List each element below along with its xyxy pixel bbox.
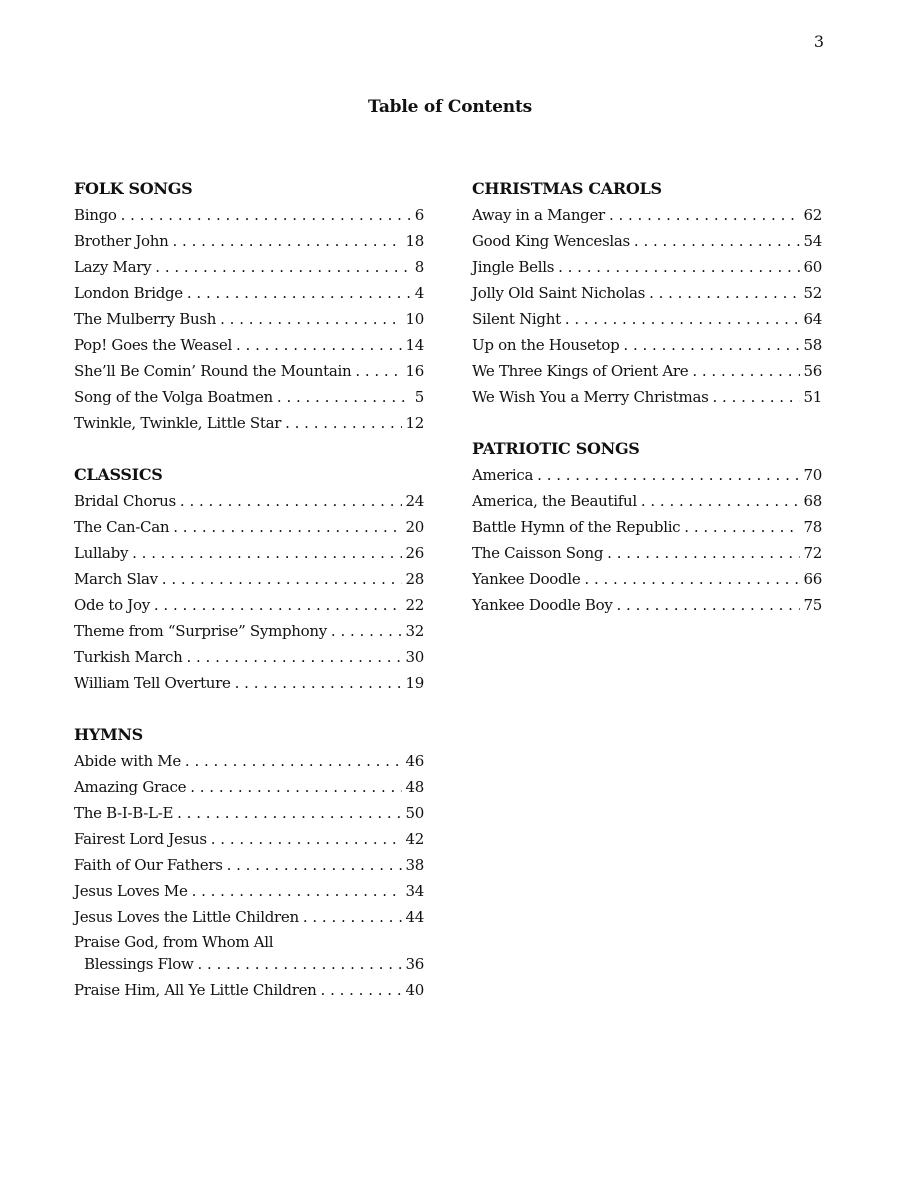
entry-page-number: 70 bbox=[803, 466, 822, 484]
section-heading: CHRISTMAS CAROLS bbox=[472, 179, 662, 198]
entry-title: Good King Wenceslas bbox=[472, 232, 630, 250]
entry-title-line2: Blessings Flow bbox=[84, 955, 194, 973]
entry-title: Praise Him, All Ye Little Children bbox=[74, 981, 317, 999]
entry-page-number: 75 bbox=[803, 596, 822, 614]
entry-title: Silent Night bbox=[472, 310, 561, 328]
dot-leader bbox=[713, 386, 800, 408]
dot-leader bbox=[132, 542, 401, 564]
entry-page-number: 36 bbox=[405, 955, 424, 973]
entry-title: Away in a Manger bbox=[472, 206, 605, 224]
dot-leader bbox=[190, 776, 401, 798]
toc-entry bbox=[472, 360, 822, 386]
dot-leader bbox=[277, 386, 411, 408]
entry-page-number: 66 bbox=[803, 570, 822, 588]
toc-entry bbox=[74, 906, 424, 932]
dot-leader bbox=[692, 360, 799, 382]
toc-entry bbox=[74, 256, 424, 282]
entry-title: Brother John bbox=[74, 232, 169, 250]
toc-entry bbox=[472, 282, 822, 308]
entry-page-number: 12 bbox=[405, 414, 424, 432]
dot-leader bbox=[173, 516, 401, 538]
entry-page-number: 72 bbox=[803, 544, 822, 562]
dot-leader bbox=[220, 308, 401, 330]
entry-page-number: 10 bbox=[405, 310, 424, 328]
entry-page-number: 64 bbox=[803, 310, 822, 328]
dot-leader bbox=[355, 360, 401, 382]
entry-page-number: 24 bbox=[405, 492, 424, 510]
dot-leader bbox=[285, 412, 401, 434]
dot-leader bbox=[192, 880, 402, 902]
entry-title: Jingle Bells bbox=[472, 258, 555, 276]
entry-title: The Mulberry Bush bbox=[74, 310, 217, 328]
entry-title: Yankee Doodle Boy bbox=[472, 596, 613, 614]
toc-entry bbox=[472, 464, 822, 490]
entry-title: Pop! Goes the Weasel bbox=[74, 336, 232, 354]
entry-title: We Three Kings of Orient Are bbox=[472, 362, 689, 380]
toc-entry bbox=[74, 854, 424, 880]
entry-page-number: 18 bbox=[405, 232, 424, 250]
dot-leader bbox=[154, 594, 402, 616]
entry-page-number: 8 bbox=[414, 258, 424, 276]
toc-entry bbox=[74, 568, 424, 594]
section-heading: PATRIOTIC SONGS bbox=[472, 439, 640, 458]
page-title: Table of Contents bbox=[368, 97, 532, 117]
entry-page-number: 78 bbox=[803, 518, 822, 536]
dot-leader bbox=[623, 334, 799, 356]
entry-page-number: 28 bbox=[405, 570, 424, 588]
entry-title: Jolly Old Saint Nicholas bbox=[472, 284, 646, 302]
entry-title: Bridal Chorus bbox=[74, 492, 176, 510]
entry-page-number: 46 bbox=[405, 752, 424, 770]
entry-title: Up on the Housetop bbox=[472, 336, 620, 354]
entry-page-number: 32 bbox=[405, 622, 424, 640]
toc-section-christmas-carols bbox=[472, 178, 822, 412]
entry-page-number: 14 bbox=[405, 336, 424, 354]
toc-entry bbox=[472, 334, 822, 360]
toc-entry bbox=[74, 490, 424, 516]
entry-page-number: 50 bbox=[405, 804, 424, 822]
toc-entry bbox=[74, 204, 424, 230]
entry-title: The Can-Can bbox=[74, 518, 170, 536]
entry-page-number: 42 bbox=[405, 830, 424, 848]
dot-leader bbox=[211, 828, 402, 850]
dot-leader bbox=[607, 542, 799, 564]
entry-title-continued bbox=[74, 953, 424, 979]
toc-entry bbox=[74, 932, 424, 979]
toc-entry bbox=[74, 672, 424, 698]
dot-leader bbox=[198, 953, 402, 975]
entry-title: Jesus Loves the Little Children bbox=[74, 908, 299, 926]
toc-entry bbox=[74, 750, 424, 776]
dot-leader bbox=[684, 516, 799, 538]
toc-entry bbox=[74, 308, 424, 334]
dot-leader bbox=[537, 464, 799, 486]
toc-entry bbox=[472, 568, 822, 594]
entry-title: Battle Hymn of the Republic bbox=[472, 518, 681, 536]
toc-entry bbox=[74, 386, 424, 412]
entry-title: Song of the Volga Boatmen bbox=[74, 388, 273, 406]
dot-leader bbox=[303, 906, 402, 928]
dot-leader bbox=[641, 490, 800, 512]
entry-title: America bbox=[472, 466, 534, 484]
entry-title: We Wish You a Merry Christmas bbox=[472, 388, 709, 406]
entry-title: Lazy Mary bbox=[74, 258, 152, 276]
toc-entry bbox=[472, 386, 822, 412]
entry-page-number: 26 bbox=[405, 544, 424, 562]
dot-leader bbox=[227, 854, 402, 876]
toc-entry bbox=[74, 230, 424, 256]
entry-title: Jesus Loves Me bbox=[74, 882, 188, 900]
dot-leader bbox=[649, 282, 799, 304]
entry-page-number: 6 bbox=[414, 206, 424, 224]
dot-leader bbox=[565, 308, 800, 330]
entry-title: The Caisson Song bbox=[472, 544, 604, 562]
dot-leader bbox=[236, 334, 402, 356]
entry-title: Ode to Joy bbox=[74, 596, 150, 614]
toc-entry bbox=[472, 542, 822, 568]
toc-section-patriotic-songs bbox=[472, 438, 822, 620]
toc-entry bbox=[74, 360, 424, 386]
entry-title: William Tell Overture bbox=[74, 674, 231, 692]
dot-leader bbox=[187, 282, 411, 304]
entry-page-number: 20 bbox=[405, 518, 424, 536]
entry-page-number: 34 bbox=[405, 882, 424, 900]
entry-title: She’ll Be Comin’ Round the Mountain bbox=[74, 362, 352, 380]
dot-leader bbox=[331, 620, 402, 642]
entry-page-number: 19 bbox=[405, 674, 424, 692]
entry-title: Lullaby bbox=[74, 544, 129, 562]
toc-entry bbox=[472, 490, 822, 516]
toc-entry bbox=[74, 776, 424, 802]
entry-title: Bingo bbox=[74, 206, 117, 224]
entry-page-number: 58 bbox=[803, 336, 822, 354]
dot-leader bbox=[235, 672, 402, 694]
toc-entry bbox=[74, 282, 424, 308]
dot-leader bbox=[185, 750, 402, 772]
entry-title: America, the Beautiful bbox=[472, 492, 637, 510]
entry-page-number: 48 bbox=[405, 778, 424, 796]
dot-leader bbox=[155, 256, 410, 278]
toc-entry bbox=[74, 516, 424, 542]
dot-leader bbox=[634, 230, 800, 252]
entry-page-number: 4 bbox=[414, 284, 424, 302]
entry-page-number: 44 bbox=[405, 908, 424, 926]
toc-entry bbox=[74, 828, 424, 854]
entry-title: Twinkle, Twinkle, Little Star bbox=[74, 414, 282, 432]
entry-page-number: 16 bbox=[405, 362, 424, 380]
toc-column-right bbox=[472, 178, 822, 646]
toc-entry bbox=[472, 308, 822, 334]
dot-leader bbox=[162, 568, 402, 590]
entry-page-number: 52 bbox=[803, 284, 822, 302]
entry-title: The B-I-B-L-E bbox=[74, 804, 174, 822]
entry-page-number: 30 bbox=[405, 648, 424, 666]
entry-page-number: 5 bbox=[414, 388, 424, 406]
dot-leader bbox=[609, 204, 800, 226]
entry-title: Amazing Grace bbox=[74, 778, 187, 796]
entry-page-number: 40 bbox=[405, 981, 424, 999]
entry-title: Turkish March bbox=[74, 648, 183, 666]
toc-entry bbox=[472, 516, 822, 542]
entry-page-number: 54 bbox=[803, 232, 822, 250]
dot-leader bbox=[173, 230, 402, 252]
toc-entry bbox=[74, 412, 424, 438]
entry-page-number: 51 bbox=[803, 388, 822, 406]
dot-leader bbox=[186, 646, 401, 668]
page-number: 3 bbox=[813, 32, 824, 51]
entry-title: Praise God, from Whom All bbox=[74, 933, 274, 951]
entry-page-number: 68 bbox=[803, 492, 822, 510]
dot-leader bbox=[584, 568, 799, 590]
toc-entry bbox=[74, 334, 424, 360]
section-heading: FOLK SONGS bbox=[74, 179, 193, 198]
entry-title: London Bridge bbox=[74, 284, 183, 302]
toc-entry bbox=[74, 646, 424, 672]
toc-entry bbox=[74, 542, 424, 568]
dot-leader bbox=[121, 204, 411, 226]
entry-page-number: 56 bbox=[803, 362, 822, 380]
entry-title: March Slav bbox=[74, 570, 158, 588]
section-heading: HYMNS bbox=[74, 725, 143, 744]
section-heading: CLASSICS bbox=[74, 465, 163, 484]
toc-entry bbox=[472, 204, 822, 230]
entry-title: Abide with Me bbox=[74, 752, 181, 770]
dot-leader bbox=[180, 490, 402, 512]
toc-entry bbox=[74, 802, 424, 828]
entry-title: Theme from “Surprise” Symphony bbox=[74, 622, 327, 640]
dot-leader bbox=[617, 594, 800, 616]
toc-entry bbox=[74, 979, 424, 1005]
toc-entry bbox=[472, 230, 822, 256]
entry-page-number: 38 bbox=[405, 856, 424, 874]
dot-leader bbox=[177, 802, 401, 824]
toc-entry bbox=[74, 594, 424, 620]
toc-section-classics bbox=[74, 464, 424, 698]
toc-entry bbox=[472, 594, 822, 620]
entry-title: Faith of Our Fathers bbox=[74, 856, 223, 874]
entry-title: Yankee Doodle bbox=[472, 570, 581, 588]
toc-section-hymns bbox=[74, 724, 424, 1005]
toc-entry bbox=[74, 880, 424, 906]
toc-column-left bbox=[74, 178, 424, 1031]
entry-page-number: 22 bbox=[405, 596, 424, 614]
dot-leader bbox=[321, 979, 402, 1001]
toc-entry bbox=[472, 256, 822, 282]
toc-section-folk-songs bbox=[74, 178, 424, 438]
entry-page-number: 62 bbox=[803, 206, 822, 224]
entry-page-number: 60 bbox=[803, 258, 822, 276]
entry-title: Fairest Lord Jesus bbox=[74, 830, 207, 848]
dot-leader bbox=[558, 256, 799, 278]
toc-entry bbox=[74, 620, 424, 646]
